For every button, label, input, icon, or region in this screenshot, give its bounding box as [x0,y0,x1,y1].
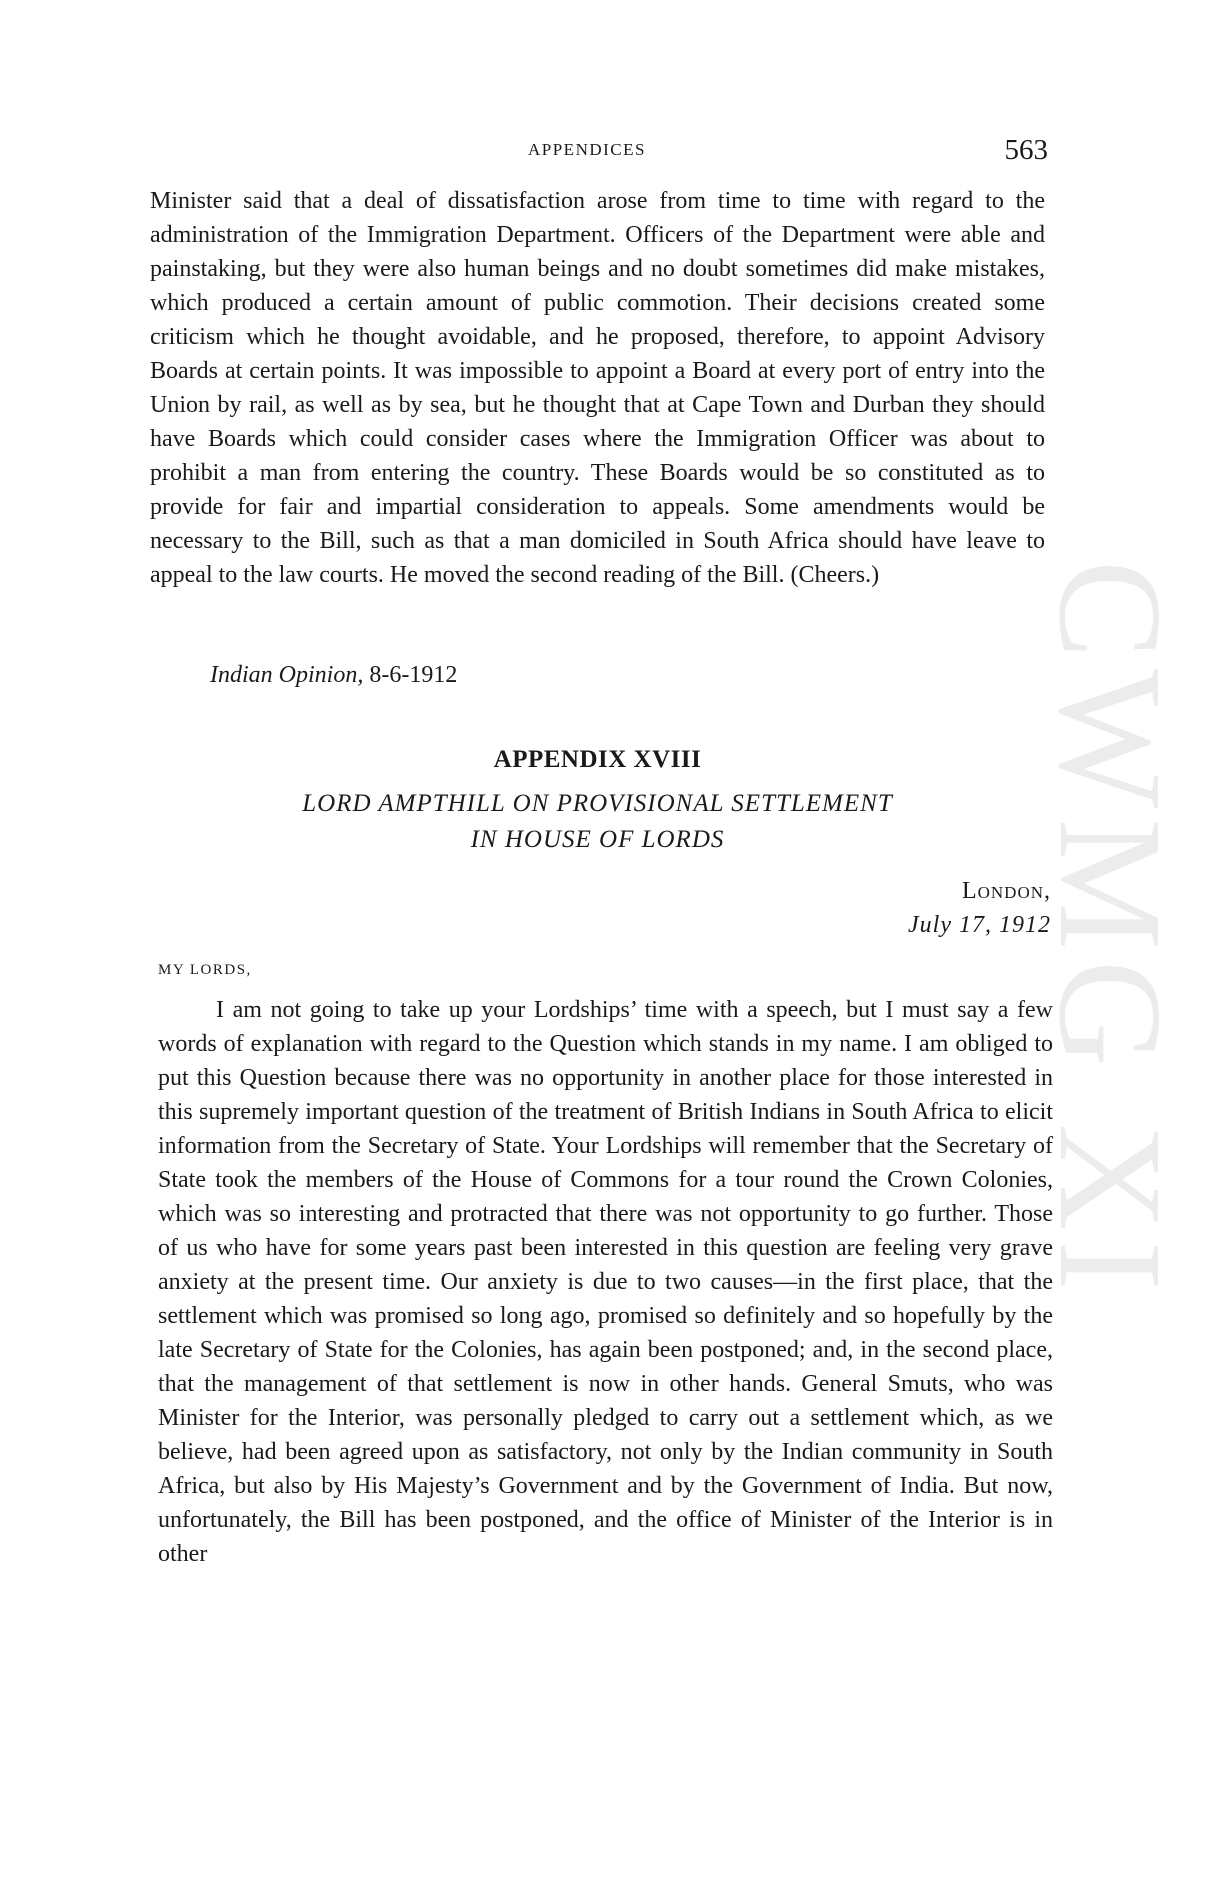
appendix-subtitle-line-2: IN HOUSE OF LORDS [470,826,725,853]
appendix-subtitle-line-1: LORD AMPTHILL ON PROVISIONAL SETTLEMENT [302,790,893,817]
continuation-paragraph: Minister said that a deal of dissatisfaction arose from time to time with regard to the administration of the Immigration Department. Officers of the Department were able and painstaking, but they were also human beings and no doubt sometimes did make mistakes, which produced a certain amount of public commotion. Their decisions created some criticism which he thought avoidable, and he proposed, therefore, to appoint Advisory Boards at certain points. It was impossible to appoint a Board at every port of entry into the Union by rail, as well as by sea, but he thought that at Cape Town and Durban they should have Boards which could consider cases where the Immigration Officer was about to prohibit a man from entering the country. These Boards would be so constituted as to provide for fair and impartial consideration to appeals. Some amendments would be necessary to the Bill, such as that a man domiciled in South Africa should have leave to appeal to the law courts. He moved the second reading of the Bill. (Cheers.) [150,188,1045,588]
dateline-place: London, [961,878,1051,904]
watermark-text: CWMG XI [1028,560,1192,1301]
appendix-title: APPENDIX XVIII [493,746,702,773]
appendix-subtitle [150,786,1045,858]
page-header [150,134,1050,174]
running-head: APPENDICES [528,140,646,159]
source-citation [210,662,457,689]
dateline-date: July 17, 1912 [908,912,1051,938]
source-publication: Indian Opinion, [210,662,364,688]
speech-paragraph: I am not going to take up your Lordships’ time with a speech, but I must say a few words of explanation with regard to the Question which stands in my name. I am obliged to put this Question because there was no opportunity in another place for those interested in this supremely important question of the treatment of British Indians in South Africa to elicit information from the Secretary of State. Your Lordships will remember that the Secretary of State took the members of the House of Commons for a tour round the Crown Colonies, which was so interesting and protracted that there was not opportunity to go further. Those of us who have for some years past been interested in this question are feeling very grave anxiety at the present time. Our anxiety is due to two causes—in the first place, that the settlement which was promised so long ago, promised so definitely and so hopefully by the late Secretary of State for the Colonies, has again been postponed; and, in the second place, that the management of that settlement is now in other hands. General Smuts, who was Minister for the Interior, was personally pledged to carry out a settlement which, as we believe, had been agreed upon as satisfactory, not only by the Indian community in South Africa, but also by His Majesty’s Government and by the Government of India. But now, unfortunately, the Bill has been postponed, and the office of Minister of the Interior is in other [158,997,1053,1567]
page-number: 563 [1004,134,1048,166]
salutation: MY LORDS, [158,962,252,978]
watermark [1028,560,1205,1360]
source-date: 8-6-1912 [369,662,458,688]
